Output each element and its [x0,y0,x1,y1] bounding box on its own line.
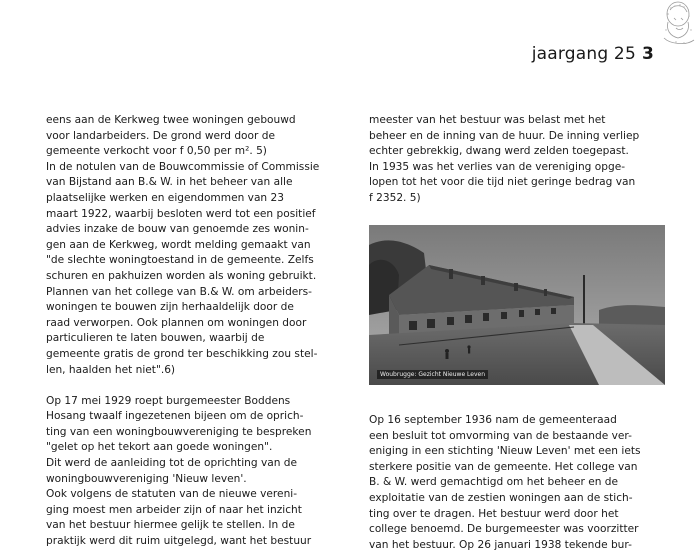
text-line: schuren en pakhuizen worden als woning gebruikt. [46,269,317,282]
text-line: particulieren te laten bouwen, waarbij de [46,332,265,345]
text-line: sterkere positie van de gemeente. Het college van [369,460,638,473]
text-line: beheer en de inning van de huur. De inning verliep [369,129,640,142]
text-line: maart 1922, waarbij besloten werd tot een positief [46,207,316,220]
left-paragraph-2 [46,394,356,550]
text-line: van het bestuur. Op 26 januari 1938 tekende bur- [369,538,632,551]
right-column-top [369,113,679,207]
text-line: college benoemd. De burgemeester was voorzitter [369,523,639,536]
text-line: voor landarbeiders. De grond werd door de [46,129,275,142]
text-line: Op 17 mei 1929 roept burgemeester Boddens [46,394,291,407]
text-line: woningen te bouwen zijn herhaaldelijk door de [46,301,294,314]
text-line: van het bestuur hiermee gelijk te stellen. In de [46,519,295,532]
text-line: "gelet op het tekort aan goede woningen". [46,441,273,454]
text-line: gemeente gratis de grond ter beschikking zou stel- [46,347,318,360]
text-line: ting van een woningbouwvereniging te bespreken [46,425,312,438]
left-column [46,113,356,550]
text-line: een besluit tot omvorming van de bestaande ver- [369,429,632,442]
text-line: advies inzake de bouw van genoemde zes wonin- [46,223,309,236]
historic-photo [369,225,665,385]
photo-caption: Woubrugge: Gezicht Nieuwe Leven [377,370,488,379]
text-line: gemeente verkocht voor f 0,50 per m². 5) [46,145,267,158]
text-line: eens aan de Kerkweg twee woningen gebouwd [46,114,296,126]
text-line: meester van het bestuur was belast met het [369,114,606,126]
text-line: van Bijstand aan B.& W. in het beheer van alle [46,176,293,189]
text-line: plaatselijke werken en eigendommen van 23 [46,191,284,204]
text-line: Ook volgens de statuten van de nieuwe vereni- [46,488,298,501]
text-line: praktijk werd dit ruim uitgelegd, want het bestuur [46,535,312,548]
text-line: Hosang twaalf ingezetenen bijeen om de oprich- [46,410,304,423]
text-line: In de notulen van de Bouwcommissie of Commissie [46,160,320,173]
text-line: len, haalden het niet".6) [46,363,176,376]
text-line: Op 16 september 1936 nam de gemeenteraad [369,414,617,426]
text-line: woningbouwvereniging 'Nieuw leven'. [46,472,247,485]
right-column-bottom [369,413,679,553]
text-line: Plannen van het college van B.& W. om arbeiders- [46,285,313,298]
left-paragraph-1 [46,113,356,378]
page-number: 3 [641,44,654,64]
text-line: eniging in een stichting 'Nieuw Leven' met een iets [369,445,641,458]
text-line: Dit werd de aanleiding tot de oprichting van de [46,457,298,470]
text-line: lopen tot het voor die tijd niet geringe bedrag van [369,176,636,189]
right-paragraph-1 [369,113,679,207]
volume-label: jaargang 25 [531,44,636,64]
text-line: raad verworpen. Ook plannen om woningen door [46,316,307,329]
text-line: In 1935 was het verlies van de vereniging opge- [369,160,626,173]
text-line: ting over te dragen. Het bestuur werd door het [369,507,619,520]
text-line: B. & W. werd gemachtigd om het beheer en de [369,476,619,489]
text-line: echter gebrekkig, dwang werd zelden toegepast. [369,145,629,158]
text-line: gen aan de Kerkweg, wordt melding gemaakt van [46,238,311,251]
text-line: "de slechte woningtoestand in de gemeente. Zelfs [46,254,314,267]
text-line: ging moest men arbeider zijn of naar het inzicht [46,503,302,516]
right-paragraph-2 [369,413,679,553]
page-header [532,44,654,64]
decorative-stamp-icon [656,0,696,48]
text-line: f 2352. 5) [369,191,421,204]
text-line: exploitatie van de zestien woningen aan de stich- [369,491,633,504]
